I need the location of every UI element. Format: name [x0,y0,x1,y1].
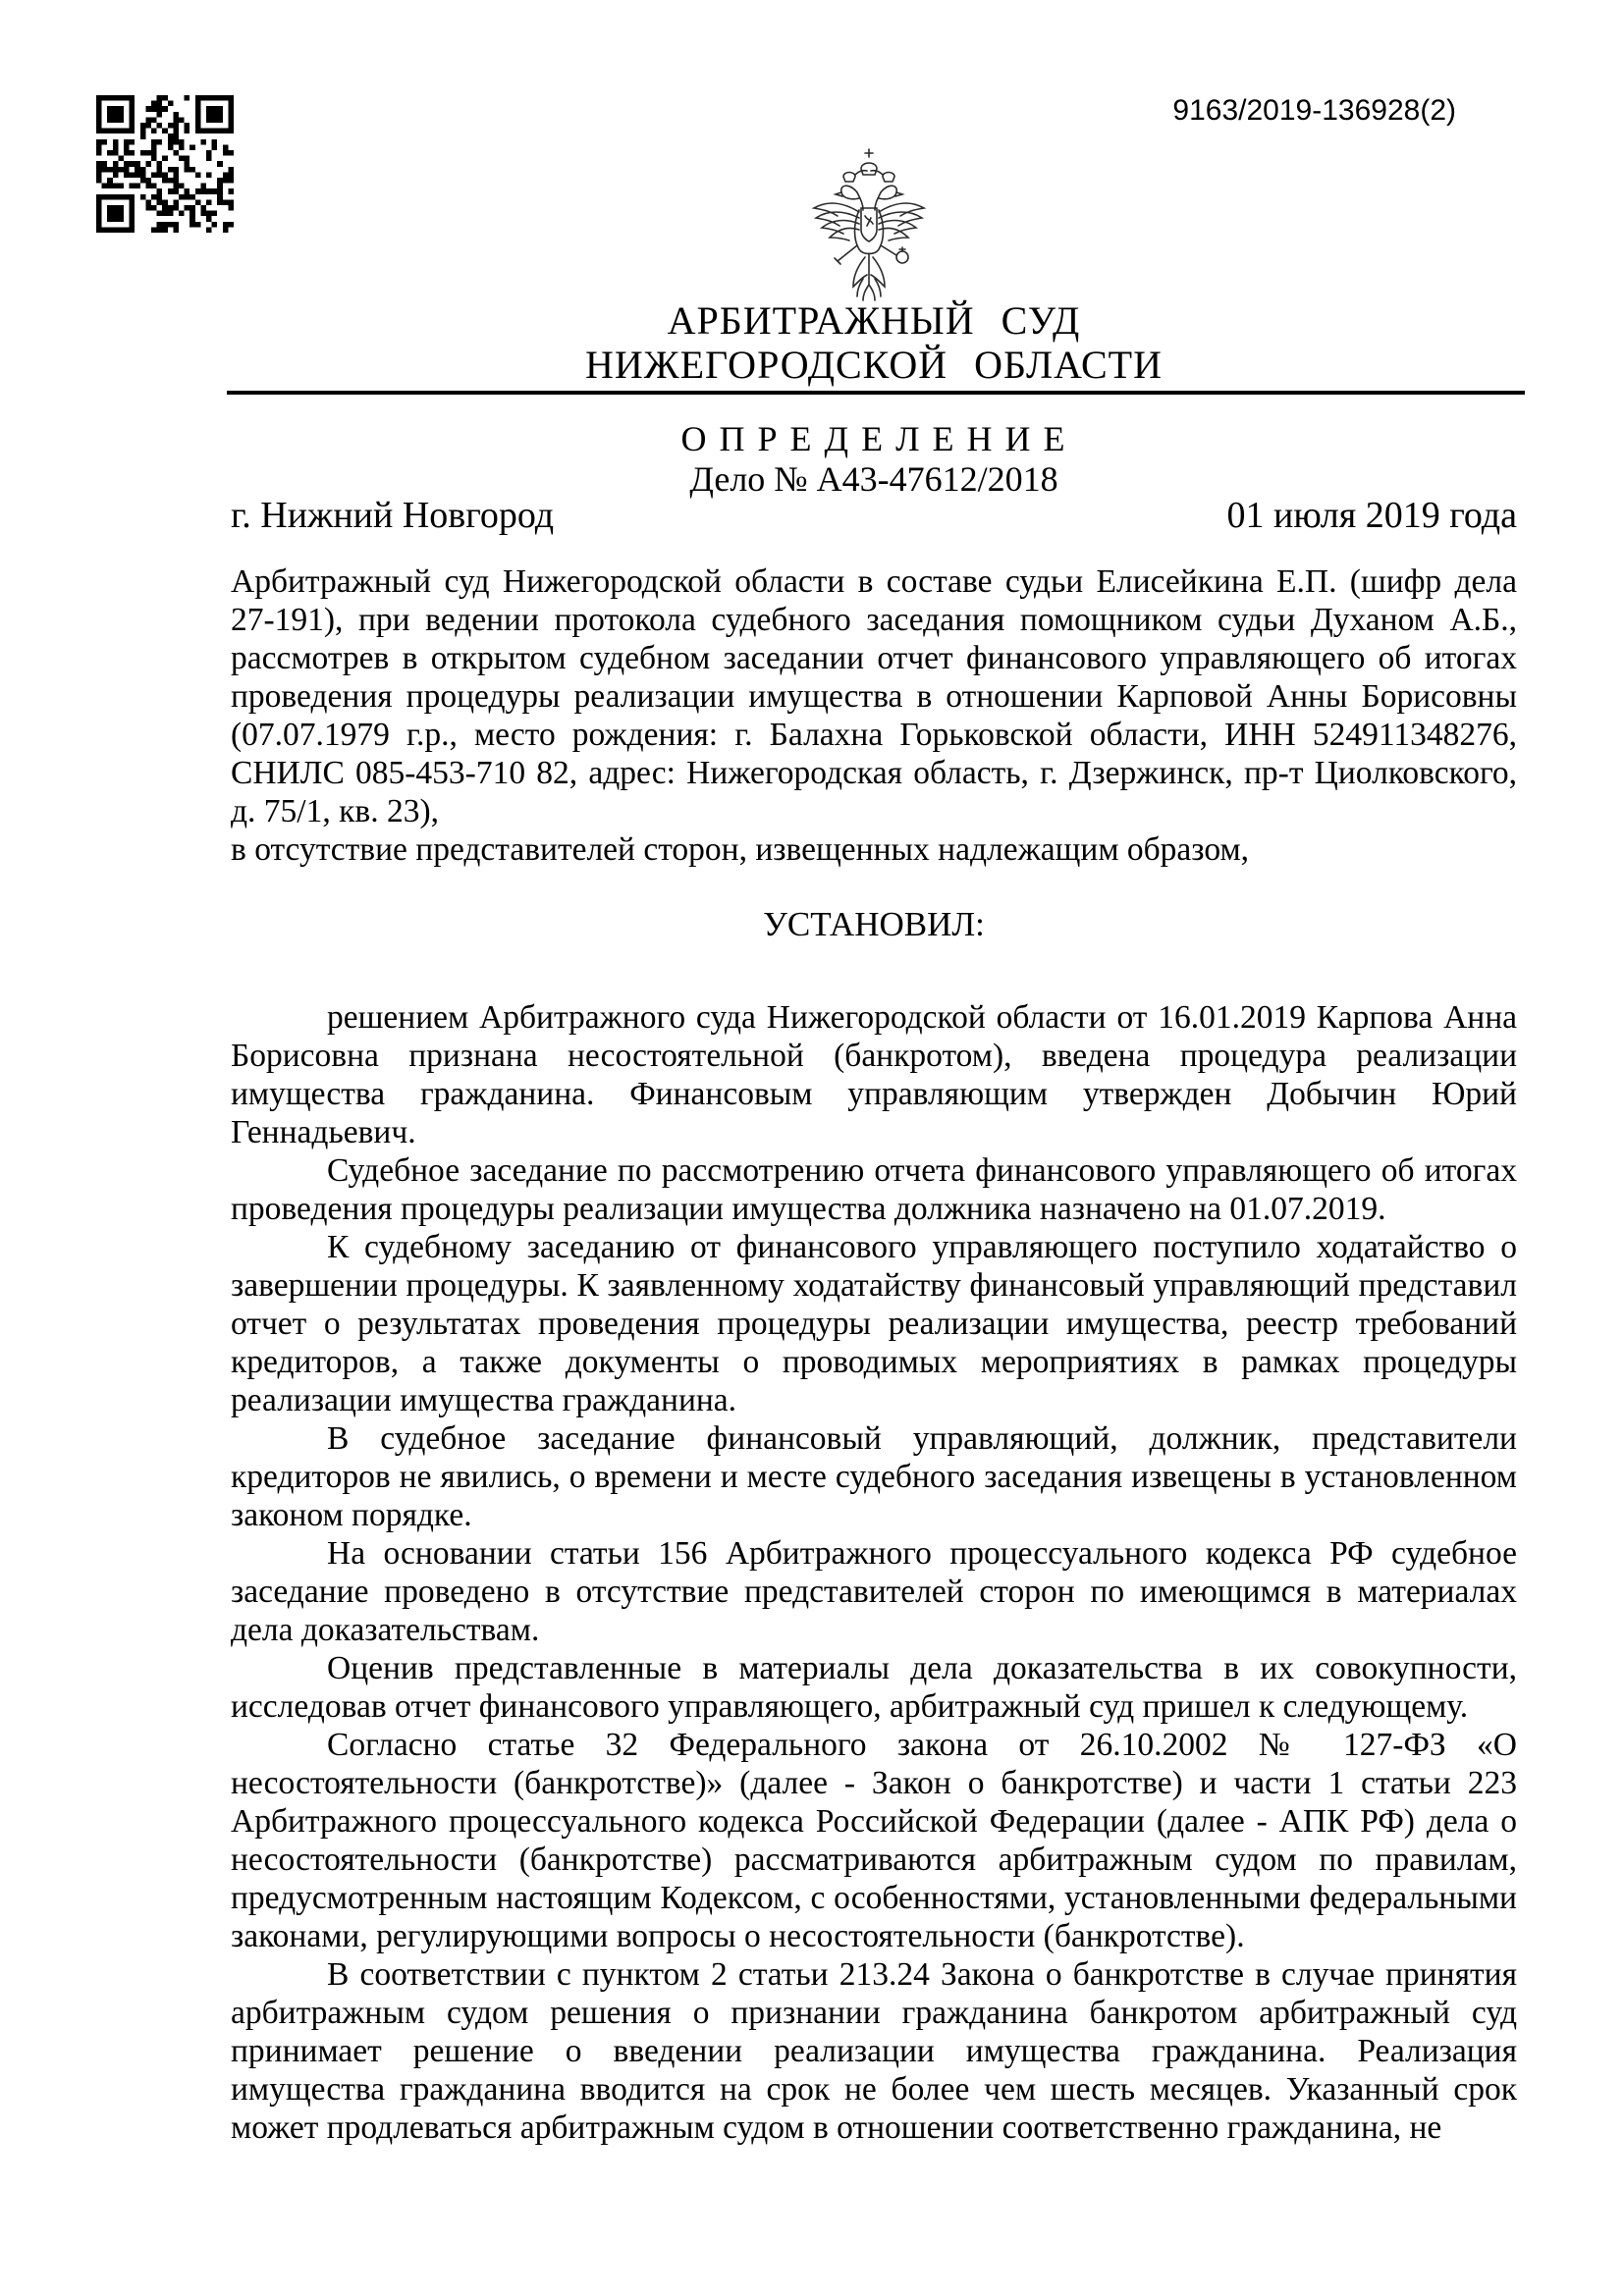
document-body [231,562,1517,2147]
paragraph: В судебное заседание финансовый управляющий, должник, представители кредиторов не явились, о времени и месте судебного заседания извещены в установленном законом порядке. [231,1420,1517,1533]
paragraph: Оценив представленные в материалы дела доказательства в их совокупности, исследовав отчет финансового управляющего, арбитражный суд пришел к следующему. [231,1650,1517,1725]
paragraph: В соответствии с пунктом 2 статьи 213.24 Закона о банкротстве в случае принятия арбитражным судом решения о признании гражданина банкротом арбитражный суд принимает решение о введении реализации имущества гражданина. Реализация имущества гражданина вводится на срок не более чем шесть месяцев. Указанный срок может продлеваться арбитражным судом в отношении соответственно гражданина, не [231,1956,1517,2146]
place: г. Нижний Новгород [231,495,555,536]
body-paragraphs [231,998,1517,2147]
court-name-line1: АРБИТРАЖНЫЙ СУД [667,298,1081,343]
document-type-heading: О П Р Е Д Е Л Е Н И Е [680,419,1067,458]
court-name-line2: НИЖЕГОРОДСКОЙ ОБЛАСТИ [585,343,1163,387]
coat-of-arms-icon [802,147,936,302]
paragraph: решением Арбитражного суда Нижегородской области от 16.01.2019 Карпова Анна Борисовна признана несостоятельной (банкротом), введена процедура реализации имущества гражданина. Финансовым управляющим утвержден Добычин Юрий Геннадьевич. [231,999,1517,1150]
paragraph: К судебному заседанию от финансового управляющего поступило ходатайство о завершении процедуры. К заявленному ходатайству финансовый управляющий представил отчет о результатах проведения процедуры реализации имущества, реестр требований кредиторов, а также документы о проводимых мероприятиях в рамках процедуры реализации имущества гражданина. [231,1229,1517,1418]
paragraph: На основании статьи 156 Арбитражного процессуального кодекса РФ судебное заседание проведено в отсутствие представителей сторон по имеющимся в материалах дела доказательствам. [231,1535,1517,1648]
qr-code [96,95,234,233]
paragraph: в отсутствие представителей сторон, извещенных надлежащим образом, [231,831,1250,868]
paragraph: Согласно статье 32 Федерального закона от 26.10.2002 № 127-ФЗ «О несостоятельности (банкротстве)» (далее - Закон о банкротстве) и части 1 статьи 223 Арбитражного процессуального кодекса Российской Федерации (далее - АПК РФ) дела о несостоятельности (банкротстве) рассматриваются арбитражным судом по правилам, предусмотренным настоящим Кодексом, с особенностями, установленными федеральными законами, регулирующими вопросы о несостоятельности (банкротстве). [231,1727,1517,1954]
registration-stamp: 9163/2019-136928(2) [1172,94,1456,127]
date: 01 июля 2019 года [1226,495,1517,536]
paragraph: Арбитражный суд Нижегородской области в составе судьи Елисейкина Е.П. (шифр дела 27-191), при ведении протокола судебного заседания помощником судьи Духаном А.Б., рассмотрев в открытом судебном заседании отчет финансового управляющего об итогах проведения процедуры реализации имущества в отношении Карповой Анны Борисовны (07.07.1979 г.р., место рождения: г. Балахна Горьковской области, ИНН 524911348276, СНИЛС 085-453-710 82, адрес: Нижегородская область, г. Дзержинск, пр-т Циолковского, д. 75/1, кв. 23), [231,563,1517,829]
court-name [231,298,1517,387]
paragraph: Судебное заседание по рассмотрению отчета финансового управляющего об итогах проведения процедуры реализации имущества должника назначено на 01.07.2019. [231,1152,1517,1227]
intro-paragraphs [231,562,1517,869]
case-number: Дело № А43-47612/2018 [689,459,1058,499]
place-date-row [231,494,1517,537]
resolution-heading: УСТАНОВИЛ: [763,905,985,943]
header-divider [227,391,1525,395]
